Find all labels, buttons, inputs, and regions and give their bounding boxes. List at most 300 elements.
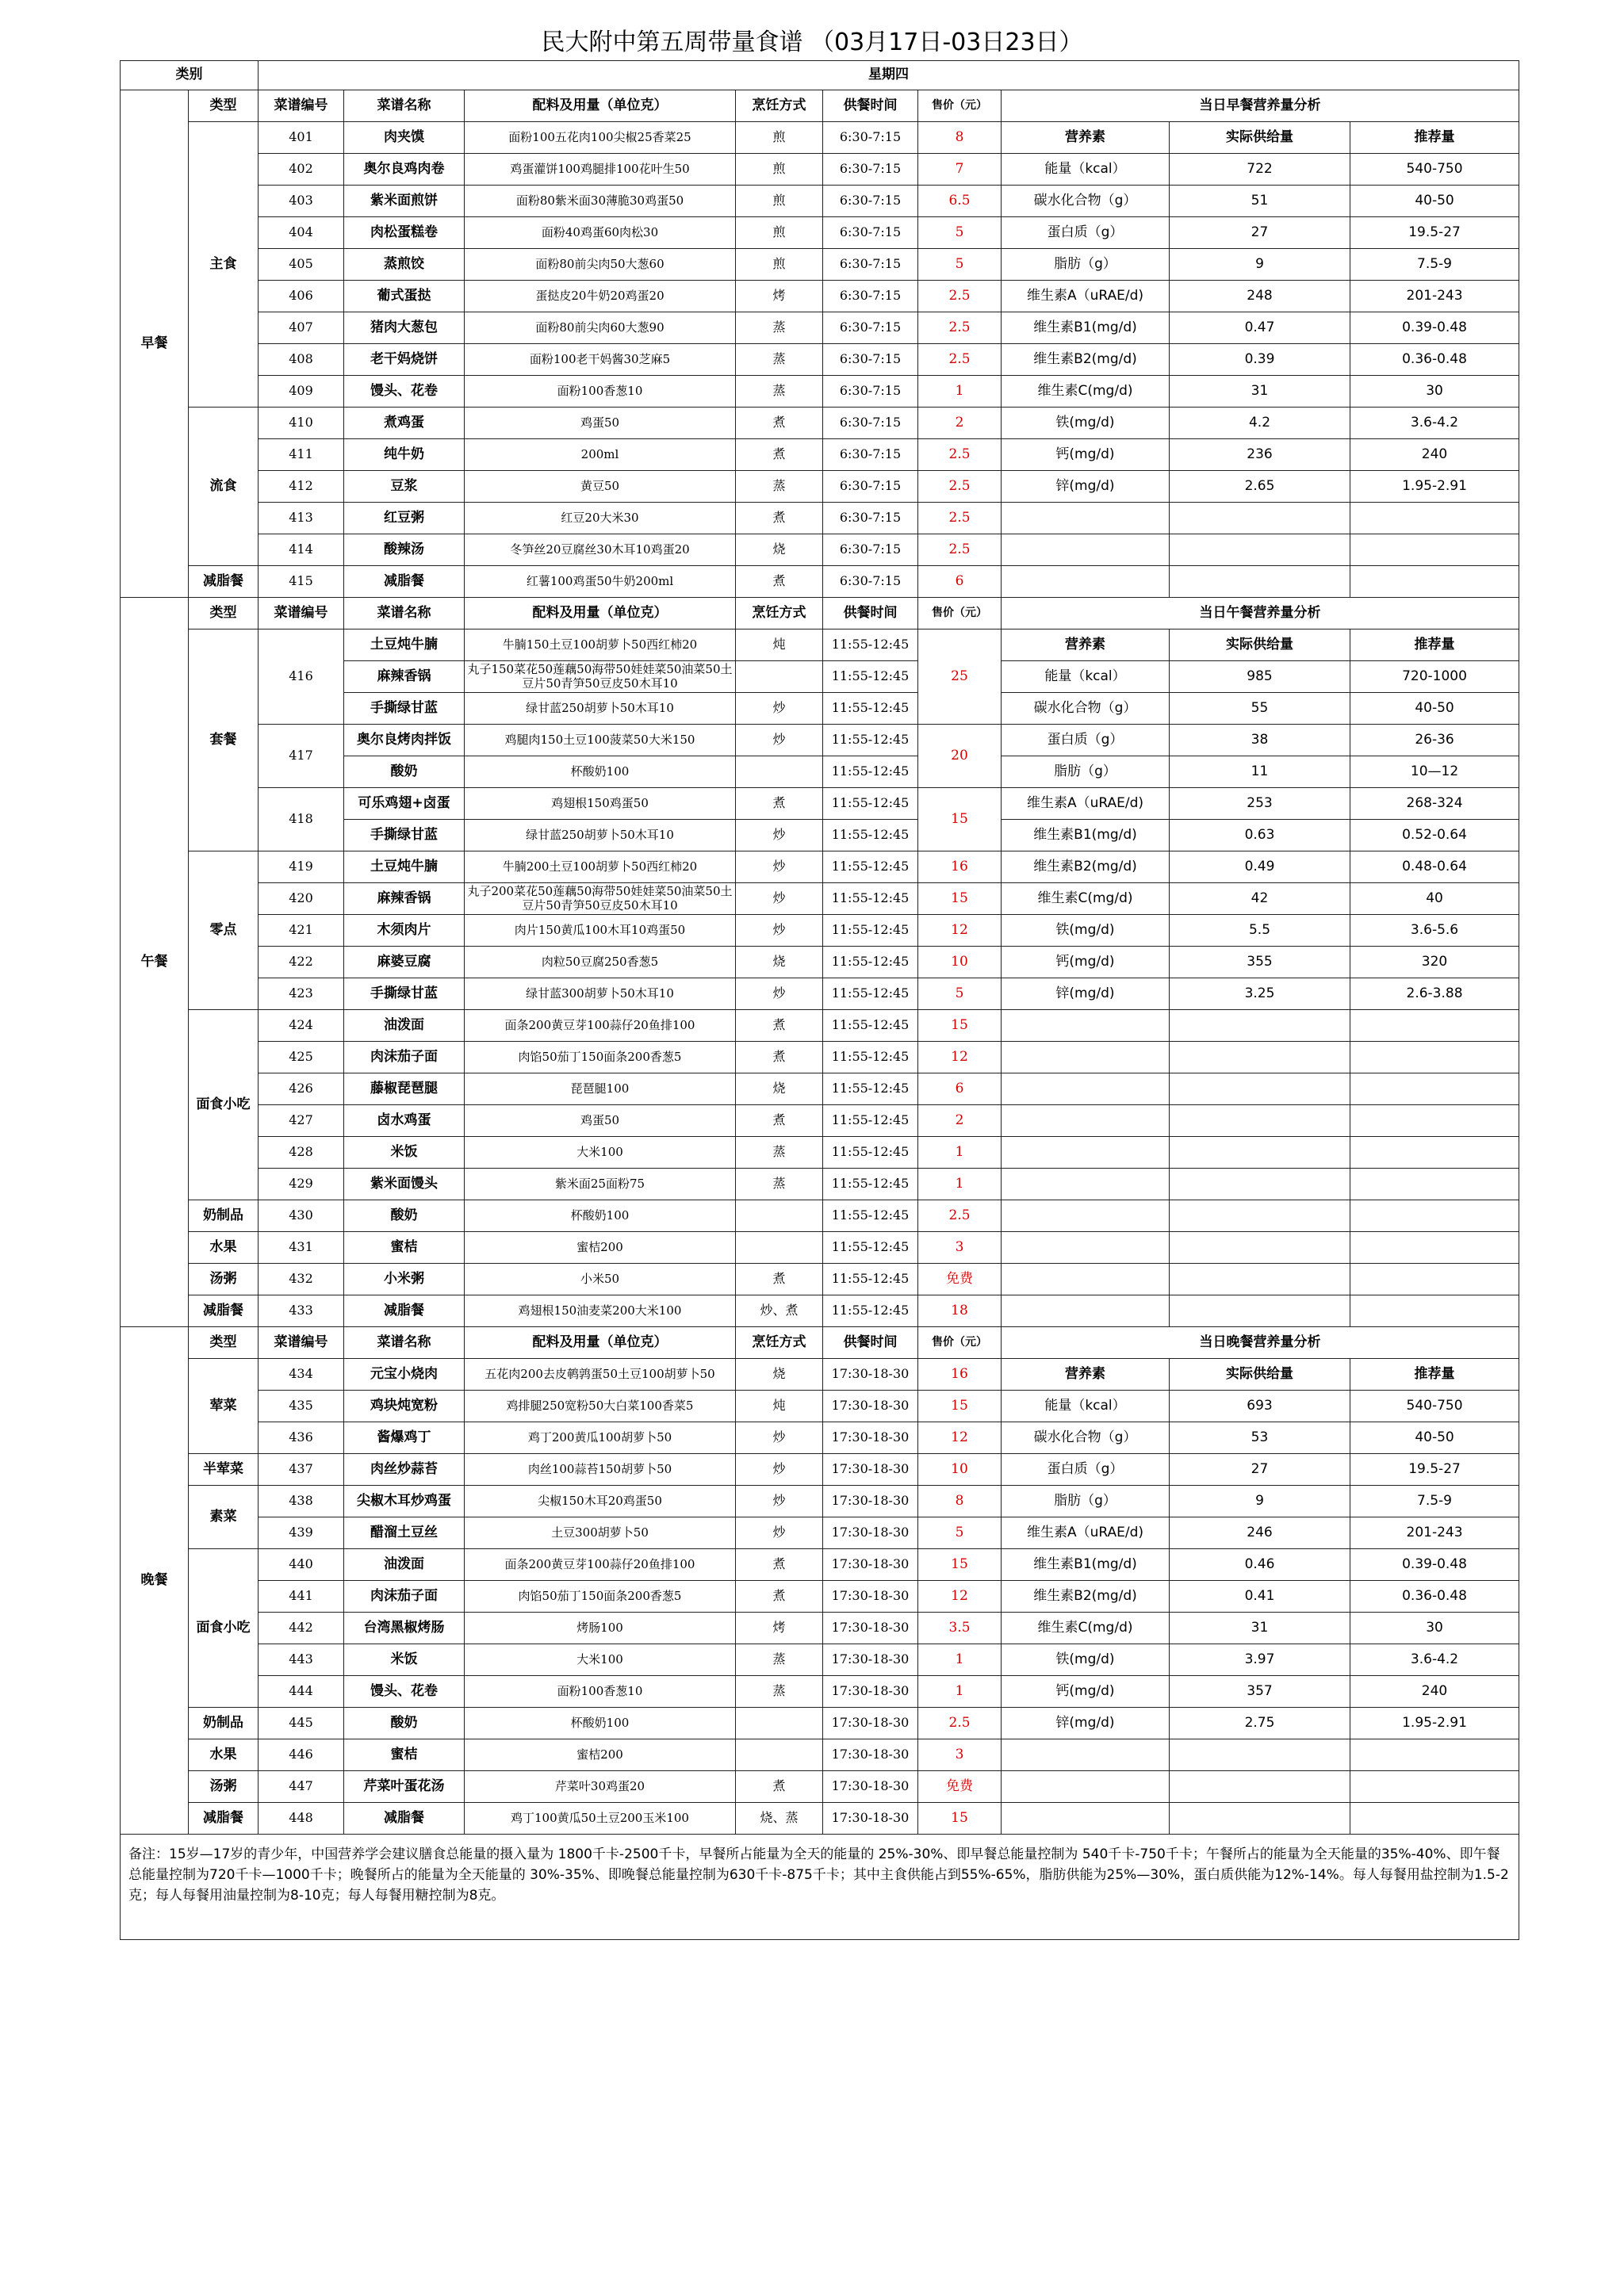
dish-time: 17:30-18-30: [823, 1486, 918, 1517]
dish-time: 17:30-18-30: [823, 1644, 918, 1676]
dish-time: 6:30-7:15: [823, 439, 918, 471]
nutrient-recommended: 30: [1350, 376, 1519, 408]
nutrient-actual: 55: [1170, 693, 1350, 725]
dish-name: 土豆炖牛腩: [344, 629, 465, 661]
dish-time: 6:30-7:15: [823, 376, 918, 408]
nutrition-header: 实际供给量: [1170, 629, 1350, 661]
nutrient-actual: 246: [1170, 1517, 1350, 1549]
dish-cooking: 烧: [736, 947, 823, 978]
dish-ingredients: 面粉40鸡蛋60肉松30: [465, 217, 736, 249]
dish-cooking: 煎: [736, 249, 823, 281]
dish-code: 439: [259, 1517, 344, 1549]
group-label: 流食: [189, 408, 259, 566]
dish-cooking: [736, 661, 823, 693]
column-header: 配料及用量（单位克）: [465, 1327, 736, 1359]
dish-cooking: 蒸: [736, 471, 823, 503]
table-row: [121, 566, 1519, 598]
dish-cooking: 炒: [736, 1422, 823, 1454]
dish-price: 2.5: [918, 344, 1002, 376]
table-row: [121, 1391, 1519, 1422]
table-row: [121, 978, 1519, 1010]
dish-cooking: 蒸: [736, 1137, 823, 1169]
table-row: [121, 1264, 1519, 1295]
dish-cooking: [736, 1708, 823, 1739]
table-row: [121, 947, 1519, 978]
nutrient-name: 维生素B2(mg/d): [1002, 344, 1170, 376]
dish-code: 438: [259, 1486, 344, 1517]
nutrient-actual: 253: [1170, 788, 1350, 820]
dish-cooking: 炒、煮: [736, 1295, 823, 1327]
empty-cell: [1350, 1010, 1519, 1042]
dish-ingredients: 红豆20大米30: [465, 503, 736, 534]
dish-code: 448: [259, 1803, 344, 1835]
group-label: 水果: [189, 1739, 259, 1771]
empty-cell: [1002, 1739, 1170, 1771]
dish-ingredients: 鸡排腿250宽粉50大白菜100香菜5: [465, 1391, 736, 1422]
empty-cell: [1170, 1232, 1350, 1264]
empty-cell: [1170, 1042, 1350, 1073]
analysis-title: 当日晚餐营养量分析: [1002, 1327, 1519, 1359]
note-row: [121, 1835, 1519, 1940]
empty-cell: [1170, 1295, 1350, 1327]
empty-cell: [1170, 1105, 1350, 1137]
table-row: [121, 471, 1519, 503]
dish-cooking: 炒: [736, 1486, 823, 1517]
dish-name: 木须肉片: [344, 915, 465, 947]
dish-price: 12: [918, 915, 1002, 947]
empty-cell: [1002, 566, 1170, 598]
dish-name: 蒸煎饺: [344, 249, 465, 281]
dish-price: 15: [918, 1010, 1002, 1042]
dish-code: 424: [259, 1010, 344, 1042]
dish-name: 肉丝炒蒜苔: [344, 1454, 465, 1486]
dish-code: 427: [259, 1105, 344, 1137]
dish-price: 2.5: [918, 503, 1002, 534]
dish-price: 2.5: [918, 1200, 1002, 1232]
dish-price: 15: [918, 1803, 1002, 1835]
dish-ingredients: 绿甘蓝250胡萝卜50木耳10: [465, 820, 736, 851]
table-row: [121, 1803, 1519, 1835]
nutrient-recommended: 3.6-4.2: [1350, 408, 1519, 439]
group-label: 半荤菜: [189, 1454, 259, 1486]
group-label: 汤粥: [189, 1264, 259, 1295]
page-title: 民大附中第五周带量食谱 （03月17日-03日23日）: [541, 29, 1083, 56]
dish-ingredients: 尖椒150木耳20鸡蛋50: [465, 1486, 736, 1517]
dish-code: 425: [259, 1042, 344, 1073]
dish-ingredients: 牛腩150土豆100胡萝卜50西红柿20: [465, 629, 736, 661]
dish-price: 2.5: [918, 471, 1002, 503]
nutrition-header: 营养素: [1002, 1359, 1170, 1391]
column-header: 菜谱编号: [259, 1327, 344, 1359]
dish-ingredients: 鸡腿肉150土豆100菠菜50大米150: [465, 725, 736, 756]
dish-cooking: 炒: [736, 725, 823, 756]
nutrient-name: 蛋白质（g）: [1002, 725, 1170, 756]
table-row: [121, 281, 1519, 312]
empty-cell: [1002, 1169, 1170, 1200]
nutrient-name: 维生素B1(mg/d): [1002, 820, 1170, 851]
dish-ingredients: 鸡丁100黄瓜50土豆200玉米100: [465, 1803, 736, 1835]
table-row: [121, 1708, 1519, 1739]
dish-code: 445: [259, 1708, 344, 1739]
dish-time: 17:30-18-30: [823, 1739, 918, 1771]
dish-ingredients: 五花肉200去皮鹌鹑蛋50土豆100胡萝卜50: [465, 1359, 736, 1391]
nutrient-recommended: 201-243: [1350, 281, 1519, 312]
nutrient-recommended: 0.39-0.48: [1350, 312, 1519, 344]
dish-price: 10: [918, 947, 1002, 978]
dish-ingredients: 面粉100五花肉100尖椒25香菜25: [465, 122, 736, 154]
dish-time: 17:30-18-30: [823, 1454, 918, 1486]
nutrition-header: 实际供给量: [1170, 122, 1350, 154]
dish-code: 431: [259, 1232, 344, 1264]
nutrition-header: 推荐量: [1350, 122, 1519, 154]
dish-name: 奥尔良鸡肉卷: [344, 154, 465, 186]
dish-time: 11:55-12:45: [823, 1295, 918, 1327]
nutrient-actual: 38: [1170, 725, 1350, 756]
dish-price: 15: [918, 883, 1002, 915]
dish-price: 12: [918, 1042, 1002, 1073]
dish-price: 15: [918, 1391, 1002, 1422]
dish-cooking: 煮: [736, 1264, 823, 1295]
dish-code: 440: [259, 1549, 344, 1581]
empty-cell: [1002, 1803, 1170, 1835]
dish-name: 蜜桔: [344, 1232, 465, 1264]
column-header: 类型: [189, 90, 259, 122]
dish-name: 猪肉大葱包: [344, 312, 465, 344]
dish-cooking: 炒: [736, 978, 823, 1010]
nutrient-name: 铁(mg/d): [1002, 1644, 1170, 1676]
nutrient-name: 维生素C(mg/d): [1002, 1613, 1170, 1644]
nutrition-header: 推荐量: [1350, 629, 1519, 661]
dish-ingredients: 芹菜叶30鸡蛋20: [465, 1771, 736, 1803]
dish-name: 油泼面: [344, 1549, 465, 1581]
table-row: [121, 534, 1519, 566]
dish-cooking: 蒸: [736, 312, 823, 344]
dish-cooking: 煎: [736, 122, 823, 154]
dish-time: 11:55-12:45: [823, 978, 918, 1010]
nutrient-name: 维生素C(mg/d): [1002, 376, 1170, 408]
dish-ingredients: 蜜桔200: [465, 1739, 736, 1771]
dish-name: 米饭: [344, 1137, 465, 1169]
dish-name: 醋溜土豆丝: [344, 1517, 465, 1549]
dish-price: 18: [918, 1295, 1002, 1327]
nutrient-recommended: 540-750: [1350, 1391, 1519, 1422]
dish-cooking: 煮: [736, 1581, 823, 1613]
column-header: 类型: [189, 598, 259, 629]
dish-price: 3.5: [918, 1613, 1002, 1644]
dish-price: 1: [918, 376, 1002, 408]
nutrient-name: 维生素A（uRAE/d): [1002, 281, 1170, 312]
dish-name: 鸡块炖宽粉: [344, 1391, 465, 1422]
dish-ingredients: 大米100: [465, 1137, 736, 1169]
table-row: [121, 217, 1519, 249]
table-row: [121, 1359, 1519, 1391]
nutrient-actual: 11: [1170, 756, 1350, 788]
nutrient-actual: 2.75: [1170, 1708, 1350, 1739]
dish-time: 6:30-7:15: [823, 281, 918, 312]
dish-code: 442: [259, 1613, 344, 1644]
dish-name: 手撕绿甘蓝: [344, 693, 465, 725]
dish-ingredients: 土豆300胡萝卜50: [465, 1517, 736, 1549]
dish-ingredients: 丸子150菜花50莲藕50海带50娃娃菜50油菜50土豆片50青笋50豆皮50木耳10: [465, 661, 736, 693]
dish-time: 11:55-12:45: [823, 883, 918, 915]
dish-price: 8: [918, 122, 1002, 154]
nutrient-recommended: 1.95-2.91: [1350, 471, 1519, 503]
dish-name: 酸奶: [344, 1708, 465, 1739]
dish-time: 6:30-7:15: [823, 217, 918, 249]
dish-time: 6:30-7:15: [823, 534, 918, 566]
dish-name: 手撕绿甘蓝: [344, 978, 465, 1010]
table-row: [121, 1200, 1519, 1232]
table-row: [121, 344, 1519, 376]
dish-time: 6:30-7:15: [823, 503, 918, 534]
dish-ingredients: 红薯100鸡蛋50牛奶200ml: [465, 566, 736, 598]
dish-code: 415: [259, 566, 344, 598]
empty-cell: [1002, 1137, 1170, 1169]
table-row: [121, 1073, 1519, 1105]
dish-price: 免费: [918, 1264, 1002, 1295]
dish-code: 413: [259, 503, 344, 534]
nutrient-actual: 27: [1170, 1454, 1350, 1486]
table-row: [121, 1105, 1519, 1137]
column-header: 供餐时间: [823, 598, 918, 629]
dish-code: 429: [259, 1169, 344, 1200]
dish-code: 433: [259, 1295, 344, 1327]
table-row: [121, 883, 1519, 915]
nutrient-actual: 0.47: [1170, 312, 1350, 344]
table-row: [121, 249, 1519, 281]
empty-cell: [1350, 1105, 1519, 1137]
group-label: 奶制品: [189, 1708, 259, 1739]
dish-price: 15: [918, 788, 1002, 851]
nutrient-recommended: 240: [1350, 1676, 1519, 1708]
dish-ingredients: 鸡翅根150鸡蛋50: [465, 788, 736, 820]
dish-ingredients: 面粉100老干妈酱30芝麻5: [465, 344, 736, 376]
day-header: 星期四: [259, 61, 1519, 90]
nutrient-name: 锌(mg/d): [1002, 471, 1170, 503]
dish-ingredients: 面粉80前尖肉50大葱60: [465, 249, 736, 281]
dish-cooking: 炖: [736, 1391, 823, 1422]
dish-price: 16: [918, 851, 1002, 883]
nutrient-recommended: 0.39-0.48: [1350, 1549, 1519, 1581]
empty-cell: [1350, 1739, 1519, 1771]
dish-code: 426: [259, 1073, 344, 1105]
column-header: 菜谱编号: [259, 598, 344, 629]
dish-time: 6:30-7:15: [823, 249, 918, 281]
group-label: 减脂餐: [189, 1295, 259, 1327]
dish-time: 6:30-7:15: [823, 408, 918, 439]
nutrient-actual: 4.2: [1170, 408, 1350, 439]
dish-name: 元宝小烧肉: [344, 1359, 465, 1391]
dish-code: 423: [259, 978, 344, 1010]
dish-name: 豆浆: [344, 471, 465, 503]
dish-cooking: 煮: [736, 1042, 823, 1073]
nutrient-name: 维生素B2(mg/d): [1002, 1581, 1170, 1613]
group-label: 面食小吃: [189, 1010, 259, 1200]
column-header: 菜谱名称: [344, 1327, 465, 1359]
nutrient-name: 能量（kcal）: [1002, 1391, 1170, 1422]
nutrient-recommended: 10—12: [1350, 756, 1519, 788]
column-header: 烹饪方式: [736, 90, 823, 122]
table-row: [121, 1010, 1519, 1042]
nutrient-actual: 248: [1170, 281, 1350, 312]
dish-price: 8: [918, 1486, 1002, 1517]
empty-cell: [1170, 1739, 1350, 1771]
dish-price: 6: [918, 566, 1002, 598]
table-row: [121, 1517, 1519, 1549]
dish-time: 6:30-7:15: [823, 471, 918, 503]
nutrient-name: 钙(mg/d): [1002, 1676, 1170, 1708]
dish-ingredients: 绿甘蓝250胡萝卜50木耳10: [465, 693, 736, 725]
nutrient-recommended: 3.6-5.6: [1350, 915, 1519, 947]
dish-cooking: 煮: [736, 408, 823, 439]
nutrient-actual: 985: [1170, 661, 1350, 693]
meal-label-dinner: 晚餐: [121, 1327, 189, 1835]
group-label: 面食小吃: [189, 1549, 259, 1708]
group-label: 素菜: [189, 1486, 259, 1549]
dish-code: 406: [259, 281, 344, 312]
dish-price: 3: [918, 1739, 1002, 1771]
nutrient-name: 维生素C(mg/d): [1002, 883, 1170, 915]
dish-name: 肉沫茄子面: [344, 1042, 465, 1073]
dish-ingredients: 鸡翅根150油麦菜200大米100: [465, 1295, 736, 1327]
nutrient-name: 维生素A（uRAE/d): [1002, 1517, 1170, 1549]
column-header: 菜谱名称: [344, 90, 465, 122]
empty-cell: [1002, 1010, 1170, 1042]
table-row: [121, 1295, 1519, 1327]
nutrient-actual: 0.46: [1170, 1549, 1350, 1581]
table-row: [121, 408, 1519, 439]
dish-ingredients: 面粉80紫米面30薄脆30鸡蛋50: [465, 186, 736, 217]
dish-name: 肉沫茄子面: [344, 1581, 465, 1613]
dish-ingredients: 黄豆50: [465, 471, 736, 503]
dish-name: 老干妈烧饼: [344, 344, 465, 376]
dish-price: 2.5: [918, 312, 1002, 344]
dish-ingredients: 蛋挞皮20牛奶20鸡蛋20: [465, 281, 736, 312]
empty-cell: [1170, 1137, 1350, 1169]
nutrient-recommended: 240: [1350, 439, 1519, 471]
dish-time: 11:55-12:45: [823, 1264, 918, 1295]
nutrient-name: 锌(mg/d): [1002, 978, 1170, 1010]
dish-price: 6: [918, 1073, 1002, 1105]
dish-code: 401: [259, 122, 344, 154]
nutrient-actual: 3.97: [1170, 1644, 1350, 1676]
dish-code: 405: [259, 249, 344, 281]
table-row: [121, 186, 1519, 217]
dish-price: 1: [918, 1137, 1002, 1169]
nutrient-name: 碳水化合物（g）: [1002, 1422, 1170, 1454]
dish-cooking: 炒: [736, 851, 823, 883]
dish-cooking: 烧: [736, 1359, 823, 1391]
dish-time: 6:30-7:15: [823, 312, 918, 344]
dish-code: 446: [259, 1739, 344, 1771]
dish-name: 卤水鸡蛋: [344, 1105, 465, 1137]
dish-code: 410: [259, 408, 344, 439]
dish-price: 10: [918, 1454, 1002, 1486]
header-row: [121, 61, 1519, 90]
column-header: 类型: [189, 1327, 259, 1359]
column-header: 配料及用量（单位克）: [465, 90, 736, 122]
dish-ingredients: 冬笋丝20豆腐丝30木耳10鸡蛋20: [465, 534, 736, 566]
dish-cooking: 炒: [736, 1454, 823, 1486]
column-header: 售价（元）: [918, 598, 1002, 629]
column-header: 烹饪方式: [736, 598, 823, 629]
dish-name: 馒头、花卷: [344, 1676, 465, 1708]
nutrient-recommended: 19.5-27: [1350, 217, 1519, 249]
nutrition-header: 营养素: [1002, 122, 1170, 154]
dish-code: 419: [259, 851, 344, 883]
empty-cell: [1002, 534, 1170, 566]
empty-cell: [1170, 1010, 1350, 1042]
nutrient-recommended: 7.5-9: [1350, 1486, 1519, 1517]
dish-name: 米饭: [344, 1644, 465, 1676]
dish-ingredients: 琵琶腿100: [465, 1073, 736, 1105]
dish-ingredients: 鸡蛋50: [465, 1105, 736, 1137]
dish-ingredients: 肉馅50茄丁150面条200香葱5: [465, 1581, 736, 1613]
dish-price: 2.5: [918, 1708, 1002, 1739]
nutrient-actual: 0.49: [1170, 851, 1350, 883]
dish-price: 25: [918, 629, 1002, 725]
nutrient-actual: 0.39: [1170, 344, 1350, 376]
empty-cell: [1002, 1771, 1170, 1803]
table-row: [121, 1486, 1519, 1517]
empty-cell: [1350, 503, 1519, 534]
dish-cooking: 煮: [736, 566, 823, 598]
dish-time: 6:30-7:15: [823, 122, 918, 154]
nutrient-name: 钙(mg/d): [1002, 439, 1170, 471]
nutrient-recommended: 720-1000: [1350, 661, 1519, 693]
dish-name: 台湾黑椒烤肠: [344, 1613, 465, 1644]
dish-name: 奥尔良烤肉拌饭: [344, 725, 465, 756]
dish-code: 407: [259, 312, 344, 344]
dish-cooking: 煮: [736, 1010, 823, 1042]
dish-cooking: 蒸: [736, 1644, 823, 1676]
dish-time: 17:30-18-30: [823, 1581, 918, 1613]
nutrient-actual: 42: [1170, 883, 1350, 915]
dish-code: 416: [259, 629, 344, 725]
nutrient-name: 维生素A（uRAE/d): [1002, 788, 1170, 820]
nutrient-name: 蛋白质（g）: [1002, 1454, 1170, 1486]
dish-ingredients: 杯酸奶100: [465, 756, 736, 788]
nutrient-name: 脂肪（g）: [1002, 249, 1170, 281]
group-label: 减脂餐: [189, 1803, 259, 1835]
dish-time: 11:55-12:45: [823, 661, 918, 693]
nutrient-name: 能量（kcal）: [1002, 154, 1170, 186]
nutrient-name: 能量（kcal）: [1002, 661, 1170, 693]
nutrient-recommended: 0.36-0.48: [1350, 1581, 1519, 1613]
dish-ingredients: 蜜桔200: [465, 1232, 736, 1264]
dish-price: 5: [918, 1517, 1002, 1549]
dish-price: 1: [918, 1676, 1002, 1708]
dish-price: 5: [918, 978, 1002, 1010]
dish-name: 纯牛奶: [344, 439, 465, 471]
dish-code: 422: [259, 947, 344, 978]
empty-cell: [1350, 1200, 1519, 1232]
dish-cooking: 炒: [736, 883, 823, 915]
dish-cooking: 烤: [736, 1613, 823, 1644]
dish-time: 17:30-18-30: [823, 1422, 918, 1454]
dish-cooking: 煮: [736, 1771, 823, 1803]
group-label: 套餐: [189, 629, 259, 851]
dish-ingredients: 肉粒50豆腐250香葱5: [465, 947, 736, 978]
empty-cell: [1170, 1200, 1350, 1232]
category-header: 类别: [121, 61, 259, 90]
nutrient-recommended: 40-50: [1350, 693, 1519, 725]
dish-time: 11:55-12:45: [823, 756, 918, 788]
dish-name: 尖椒木耳炒鸡蛋: [344, 1486, 465, 1517]
nutrient-actual: 0.63: [1170, 820, 1350, 851]
dish-ingredients: 杯酸奶100: [465, 1200, 736, 1232]
dish-price: 2.5: [918, 439, 1002, 471]
